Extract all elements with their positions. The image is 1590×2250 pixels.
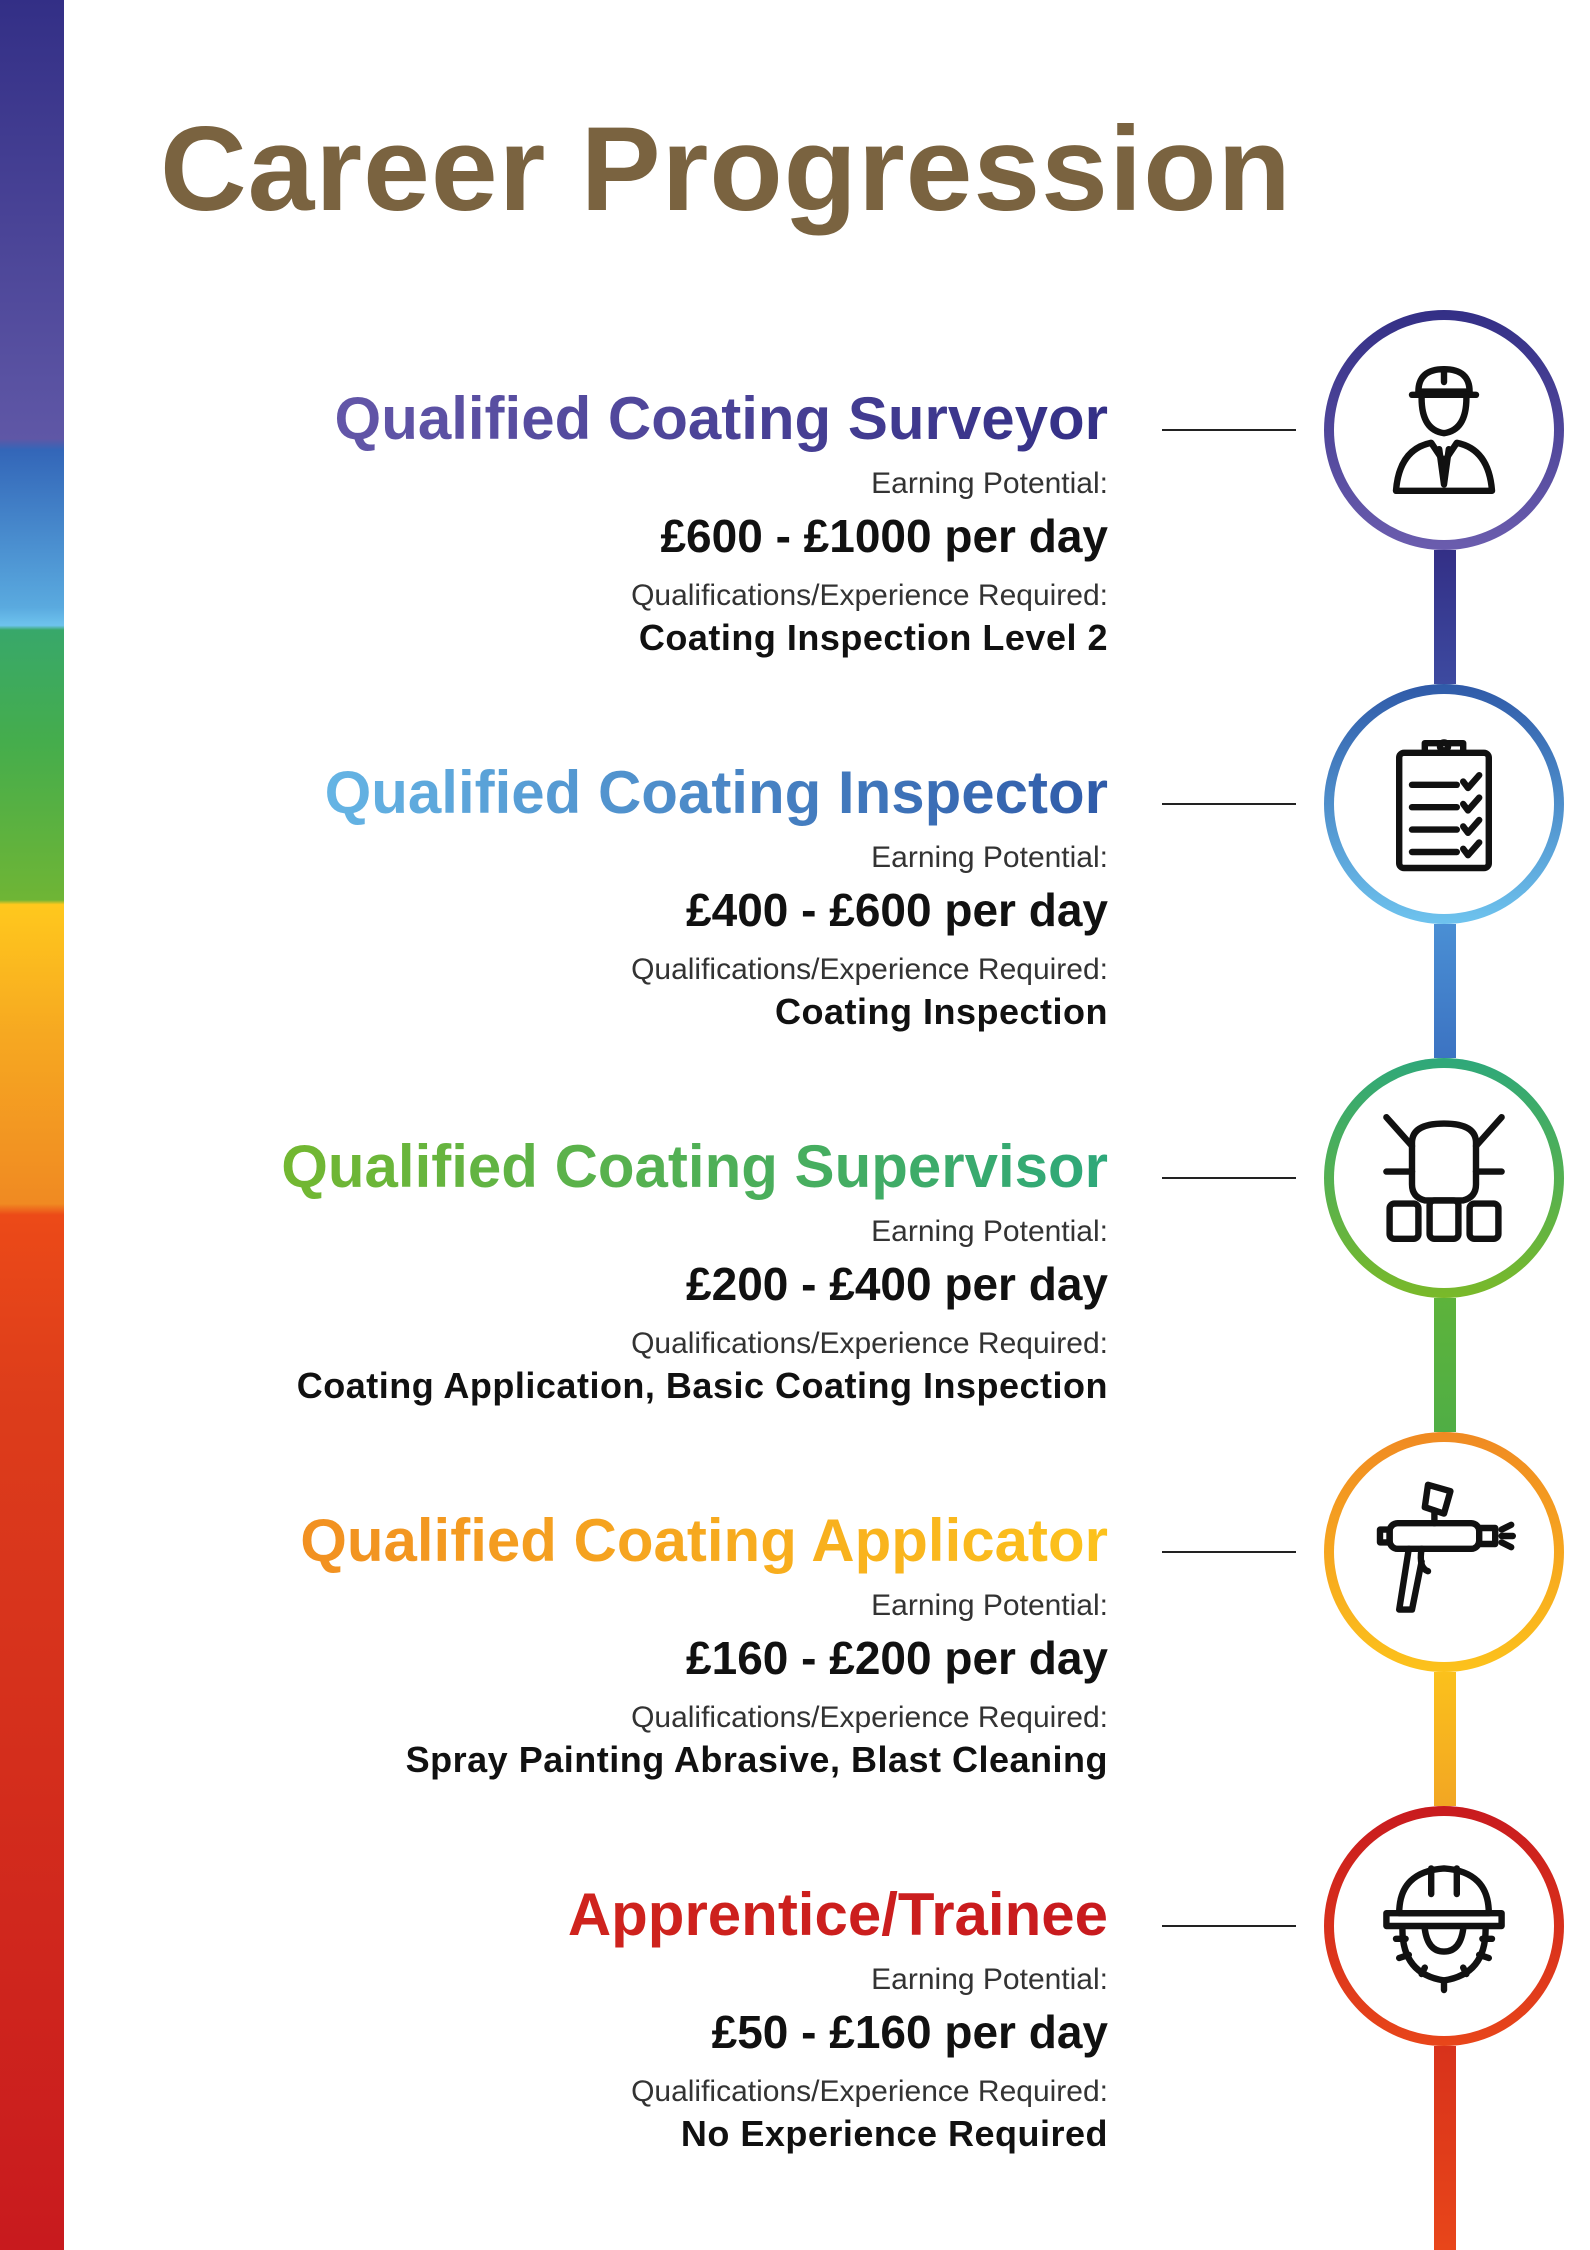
stage-ring-inspector: [1324, 684, 1564, 924]
role-title: Apprentice/Trainee: [200, 1880, 1108, 1950]
stage-ring-surveyor: [1324, 310, 1564, 550]
timeline-spine-2: [1434, 924, 1456, 1058]
stage-connector-line: [1162, 1551, 1296, 1553]
requirements-value: Coating Inspection: [775, 991, 1108, 1032]
role-title: Qualified Coating Inspector: [200, 758, 1108, 828]
stage-ring-applicator: [1324, 1432, 1564, 1672]
earning-value: £160 - £200 per day: [686, 1632, 1108, 1684]
career-stage-inspector: [200, 758, 1108, 1034]
requirements-label: Qualifications/Experience Required:: [631, 1327, 1108, 1360]
spray-gun-icon: [1364, 1472, 1524, 1632]
timeline-spine-5: [1434, 2046, 1456, 2250]
surveyor-with-hard-hat-icon: [1364, 350, 1524, 510]
requirements-label: Qualifications/Experience Required:: [631, 1701, 1108, 1734]
earning-label: Earning Potential:: [871, 467, 1108, 500]
requirements-label: Qualifications/Experience Required:: [631, 579, 1108, 612]
page-title: Career Progression: [160, 102, 1292, 236]
requirements-value: Coating Inspection Level 2: [638, 617, 1108, 658]
color-progress-bar: [0, 0, 64, 2250]
requirements-value: Coating Application, Basic Coating Inspection: [296, 1365, 1108, 1406]
stage-connector-line: [1162, 803, 1296, 805]
career-stage-supervisor: [200, 1132, 1108, 1408]
career-stage-applicator: [200, 1506, 1108, 1782]
role-title: Qualified Coating Surveyor: [200, 384, 1108, 454]
requirements-value: No Experience Required: [680, 2113, 1108, 2154]
earning-value: £200 - £400 per day: [686, 1258, 1108, 1310]
role-title: Qualified Coating Applicator: [200, 1506, 1108, 1576]
timeline-spine-4: [1434, 1672, 1456, 1806]
career-stage-surveyor: [200, 384, 1108, 660]
earning-label: Earning Potential:: [871, 1963, 1108, 1996]
clipboard-checklist-icon: [1364, 724, 1524, 884]
respirator-mask-icon: [1364, 1098, 1524, 1258]
stage-ring-supervisor: [1324, 1058, 1564, 1298]
earning-label: Earning Potential:: [871, 841, 1108, 874]
earning-label: Earning Potential:: [871, 1215, 1108, 1248]
earning-value: £50 - £160 per day: [711, 2006, 1108, 2058]
earning-label: Earning Potential:: [871, 1589, 1108, 1622]
career-stage-apprentice: [200, 1880, 1108, 2156]
timeline-spine-3: [1434, 1298, 1456, 1432]
role-title: Qualified Coating Supervisor: [200, 1132, 1108, 1202]
requirements-label: Qualifications/Experience Required:: [631, 953, 1108, 986]
hard-hat-gear-icon: [1364, 1846, 1524, 2006]
stage-connector-line: [1162, 429, 1296, 431]
earning-value: £600 - £1000 per day: [660, 510, 1108, 562]
stage-connector-line: [1162, 1925, 1296, 1927]
requirements-value: Spray Painting Abrasive, Blast Cleaning: [405, 1739, 1108, 1780]
stage-connector-line: [1162, 1177, 1296, 1179]
timeline-spine-1: [1434, 550, 1456, 684]
stage-ring-apprentice: [1324, 1806, 1564, 2046]
requirements-label: Qualifications/Experience Required:: [631, 2075, 1108, 2108]
earning-value: £400 - £600 per day: [686, 884, 1108, 936]
